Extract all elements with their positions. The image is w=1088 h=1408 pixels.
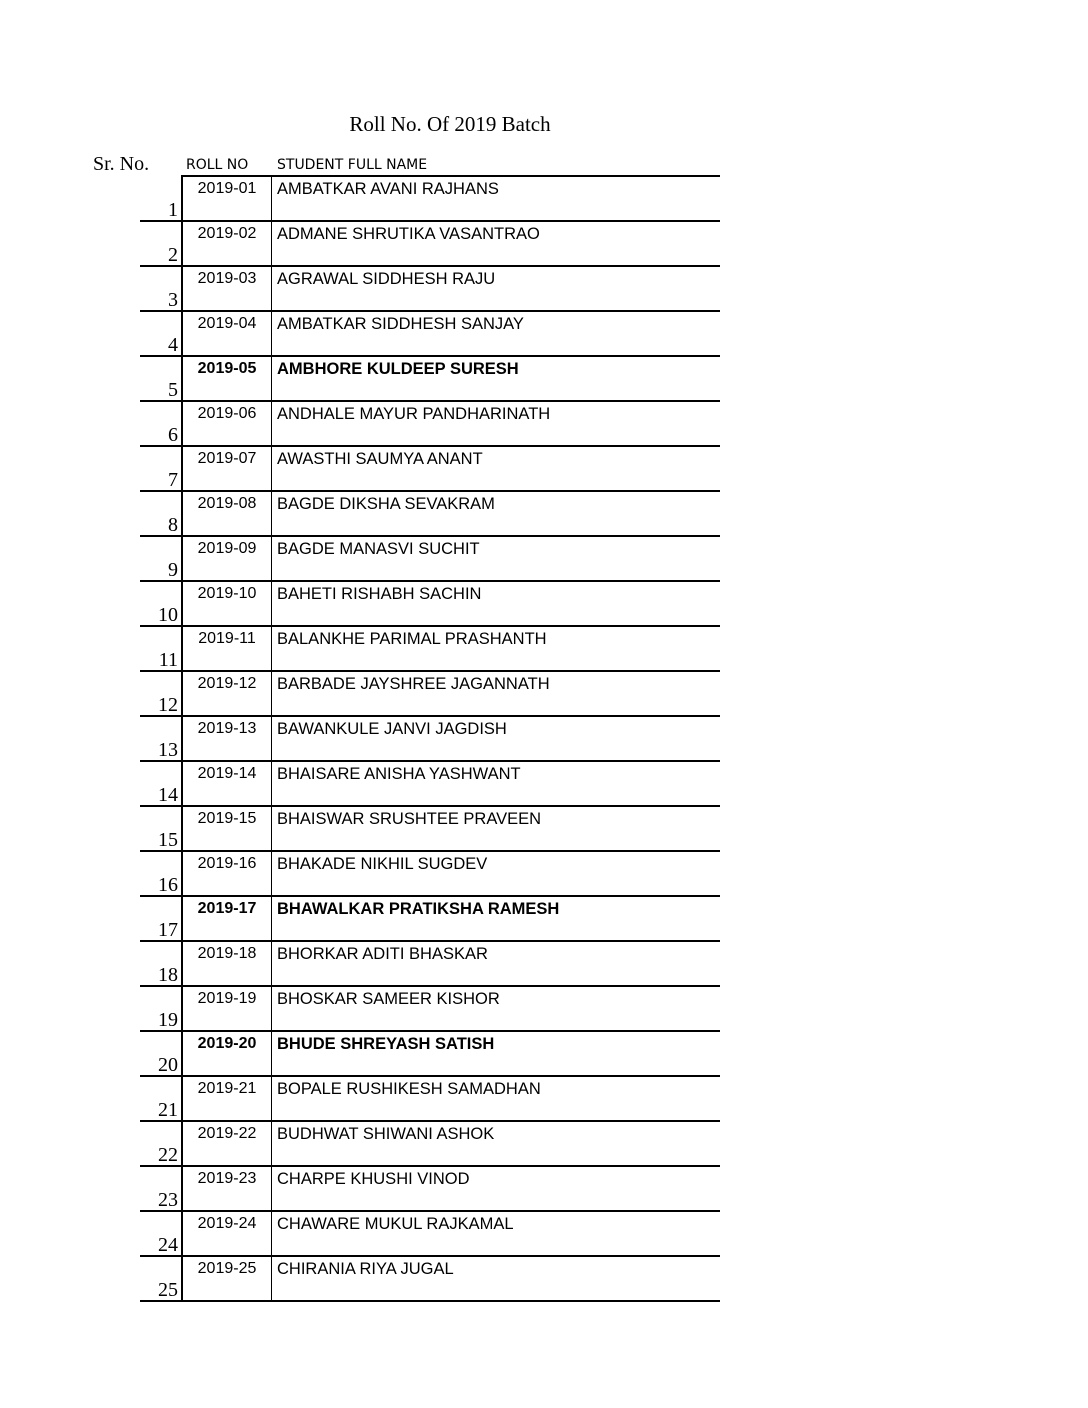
table-row (140, 582, 720, 627)
roll-number-cell: 2019-03 (181, 267, 272, 310)
roll-number-cell: 2019-18 (181, 942, 272, 985)
roll-number-cell: 2019-21 (181, 1077, 272, 1120)
serial-number: 1 (168, 199, 178, 221)
serial-number: 18 (158, 964, 178, 986)
roll-number-cell: 2019-13 (181, 717, 272, 760)
table-row (140, 852, 720, 897)
student-name-cell: ANDHALE MAYUR PANDHARINATH (277, 405, 551, 423)
table-row (140, 537, 720, 582)
roll-number-cell: 2019-20 (181, 1032, 272, 1075)
serial-number: 16 (158, 874, 178, 896)
student-name-cell: CHAWARE MUKUL RAJKAMAL (277, 1215, 514, 1233)
roll-number-cell: 2019-23 (181, 1167, 272, 1210)
student-name-cell: BOPALE RUSHIKESH SAMADHAN (277, 1080, 541, 1098)
table-row (140, 177, 720, 222)
student-name-cell: BHAISARE ANISHA YASHWANT (277, 765, 521, 783)
roll-number-cell: 2019-07 (181, 447, 272, 490)
serial-number: 7 (168, 469, 178, 491)
table-row (140, 402, 720, 447)
serial-number: 21 (158, 1099, 178, 1121)
table-row (140, 447, 720, 492)
student-name-cell: BAHETI RISHABH SACHIN (277, 585, 482, 603)
table-row (140, 717, 720, 762)
table-row (140, 1077, 720, 1122)
serial-number: 4 (168, 334, 178, 356)
roll-table (140, 177, 720, 1302)
student-name-cell: BALANKHE PARIMAL PRASHANTH (277, 630, 547, 648)
table-row (140, 1257, 720, 1302)
table-row (140, 1212, 720, 1257)
roll-number-cell: 2019-22 (181, 1122, 272, 1165)
serial-number: 15 (158, 829, 178, 851)
roll-number-cell: 2019-15 (181, 807, 272, 850)
student-name-cell: AWASTHI SAUMYA ANANT (277, 450, 483, 468)
student-name-cell: BAWANKULE JANVI JAGDISH (277, 720, 507, 738)
student-name-cell: BHAISWAR SRUSHTEE PRAVEEN (277, 810, 542, 828)
roll-number-cell: 2019-25 (181, 1257, 272, 1300)
student-name-cell: AMBATKAR AVANI RAJHANS (277, 180, 499, 198)
table-row (140, 762, 720, 807)
serial-number: 25 (158, 1279, 178, 1301)
serial-number: 22 (158, 1144, 178, 1166)
serial-number: 9 (168, 559, 178, 581)
page-title: Roll No. Of 2019 Batch (349, 112, 551, 136)
roll-number-cell: 2019-10 (181, 582, 272, 625)
roll-number-cell: 2019-09 (181, 537, 272, 580)
serial-number: 13 (158, 739, 178, 761)
table-row (140, 1032, 720, 1077)
serial-number: 23 (158, 1189, 178, 1211)
table-row (140, 492, 720, 537)
column-header-student-name: STUDENT FULL NAME (277, 157, 428, 173)
serial-number: 10 (158, 604, 178, 626)
roll-number-cell: 2019-12 (181, 672, 272, 715)
table-row (140, 222, 720, 267)
table-row (140, 897, 720, 942)
student-name-cell: BHOSKAR SAMEER KISHOR (277, 990, 500, 1008)
student-name-cell: BAGDE MANASVI SUCHIT (277, 540, 480, 558)
table-row (140, 267, 720, 312)
roll-number-cell: 2019-06 (181, 402, 272, 445)
roll-number-cell: 2019-11 (181, 627, 272, 670)
serial-number: 8 (168, 514, 178, 536)
student-name-cell: BHORKAR ADITI BHASKAR (277, 945, 488, 963)
student-name-cell: CHIRANIA RIYA JUGAL (277, 1260, 454, 1278)
table-row (140, 357, 720, 402)
serial-number: 17 (158, 919, 178, 941)
column-header-roll-no: ROLL NO (186, 157, 249, 173)
column-header-sr-no: Sr. No. (93, 153, 150, 175)
student-name-cell: BHAWALKAR PRATIKSHA RAMESH (277, 900, 560, 918)
roll-number-cell: 2019-14 (181, 762, 272, 805)
table-row (140, 312, 720, 357)
student-name-cell: BAGDE DIKSHA SEVAKRAM (277, 495, 495, 513)
student-name-cell: AMBHORE KULDEEP SURESH (277, 360, 519, 378)
roll-number-cell: 2019-19 (181, 987, 272, 1030)
roll-number-cell: 2019-05 (181, 357, 272, 400)
serial-number: 12 (158, 694, 178, 716)
serial-number: 19 (158, 1009, 178, 1031)
table-row (140, 627, 720, 672)
roll-number-cell: 2019-16 (181, 852, 272, 895)
table-row (140, 807, 720, 852)
serial-number: 14 (158, 784, 178, 806)
student-name-cell: AMBATKAR SIDDHESH SANJAY (277, 315, 524, 333)
serial-number: 5 (168, 379, 178, 401)
serial-number: 2 (168, 244, 178, 266)
serial-number: 20 (158, 1054, 178, 1076)
serial-number: 6 (168, 424, 178, 446)
student-name-cell: CHARPE KHUSHI VINOD (277, 1170, 470, 1188)
roll-number-cell: 2019-02 (181, 222, 272, 265)
student-name-cell: BHAKADE NIKHIL SUGDEV (277, 855, 488, 873)
table-row (140, 987, 720, 1032)
student-name-cell: BUDHWAT SHIWANI ASHOK (277, 1125, 495, 1143)
roll-number-cell: 2019-24 (181, 1212, 272, 1255)
roll-number-cell: 2019-08 (181, 492, 272, 535)
roll-number-cell: 2019-17 (181, 897, 272, 940)
table-row (140, 1167, 720, 1212)
serial-number: 11 (158, 649, 178, 671)
serial-number: 3 (168, 289, 178, 311)
table-row (140, 672, 720, 717)
student-name-cell: AGRAWAL SIDDHESH RAJU (277, 270, 496, 288)
student-name-cell: BARBADE JAYSHREE JAGANNATH (277, 675, 550, 693)
student-name-cell: BHUDE SHREYASH SATISH (277, 1035, 495, 1053)
student-name-cell: ADMANE SHRUTIKA VASANTRAO (277, 225, 540, 243)
serial-number: 24 (158, 1234, 178, 1256)
table-row (140, 942, 720, 987)
roll-number-cell: 2019-04 (181, 312, 272, 355)
table-row (140, 1122, 720, 1167)
roll-number-cell: 2019-01 (181, 177, 272, 220)
